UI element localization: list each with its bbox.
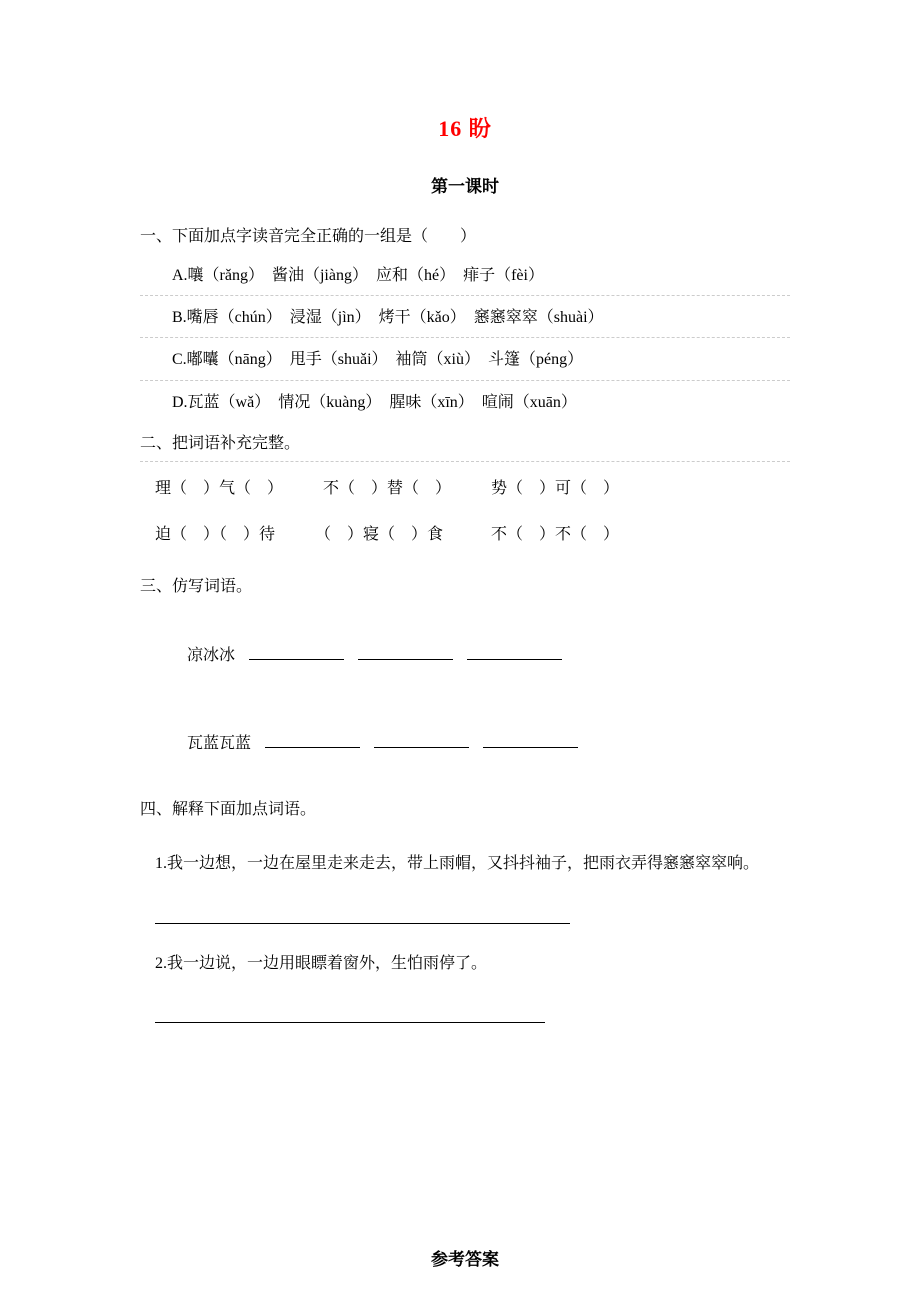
q1-option-d: D.瓦蓝（wǎ） 情况（kuàng） 腥味（xīn） 喧闹（xuān） xyxy=(172,393,577,411)
q2-row-2: 迫（ ）（ ）待 （ ）寝（ ）食 不（ ）不（ ） xyxy=(155,526,620,544)
blank-underline xyxy=(358,645,453,660)
lesson-subtitle: 第一课时 xyxy=(431,177,499,197)
q3-heading: 三、仿写词语。 xyxy=(140,578,253,596)
section-q3 xyxy=(140,577,790,772)
q3-item-1 xyxy=(140,625,790,684)
blank-underline xyxy=(483,733,578,748)
blank-underline xyxy=(265,733,360,748)
q1-options xyxy=(140,254,790,422)
q3-item-2 xyxy=(140,714,790,773)
q1-option-c: C.嘟囔（nāng） 甩手（shuǎi） 袖筒（xiù） 斗篷（péng） xyxy=(140,338,790,380)
section-q2 xyxy=(140,434,790,545)
page-title: 16 盼 xyxy=(438,116,492,141)
q3-item-2-label: 瓦蓝瓦蓝 xyxy=(187,735,252,753)
answer-underline-2 xyxy=(155,1022,545,1023)
q2-row-1: 理（ ）气（ ） 不（ ）替（ ） 势（ ）可（ ） xyxy=(155,479,620,497)
q4-sentence-1: 1.我一边想，一边在屋里走来走去，带上雨帽，又抖抖袖子，把雨衣弄得窸窸窣窣响。 xyxy=(155,854,760,872)
q4-heading: 四、解释下面加点词语。 xyxy=(140,800,317,818)
q1-heading: 一、下面加点字读音完全正确的一组是（ ） xyxy=(140,227,477,245)
blank-underline xyxy=(374,733,469,748)
q2-heading: 二、把词语补充完整。 xyxy=(140,434,790,462)
q4-sentence-2: 2.我一边说，一边用眼瞟着窗外，生怕雨停了。 xyxy=(155,954,488,972)
section-q4 xyxy=(140,800,790,1024)
answer-underline-1 xyxy=(155,923,570,924)
q3-item-1-label: 凉冰冰 xyxy=(187,646,236,664)
q1-option-b: B.嘴唇（chún） 浸湿（jìn） 烤干（kǎo） 窸窸窣窣（shuài） xyxy=(140,296,790,338)
blank-underline xyxy=(249,645,344,660)
blank-underline xyxy=(467,645,562,660)
section-q1 xyxy=(140,227,790,422)
answers-header: 参考答案 xyxy=(431,1250,499,1270)
q1-option-a: A.嚷（rǎng） 酱油（jiàng） 应和（hé） 痱子（fèi） xyxy=(140,254,790,296)
